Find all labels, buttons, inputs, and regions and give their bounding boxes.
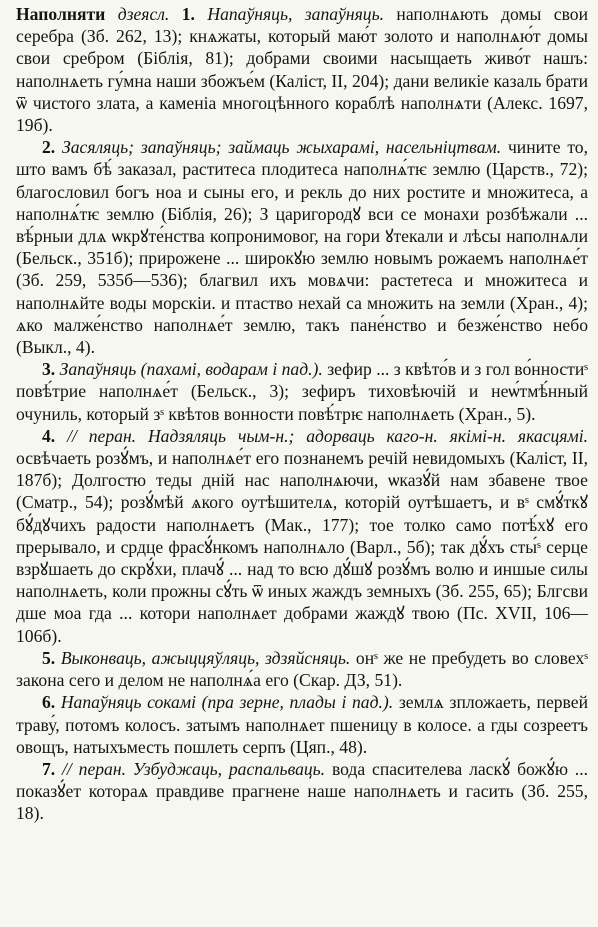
sense-definition: Напаўняць сокамі (пра зерне, плады і пад.).: [60, 692, 394, 713]
sense-citations: наполнѧють домы свои серебра (Зб. 262, 13); кнѧжаты, который маю́т золото и наполнѧю́т домы свои сребром (Біблія, 81); добрами своими насыщаеть живо́т нашъ: наполнѧеть гу́мна наши збожъе́м (Каліст, II, 204); дани великіе казаль брати ѿ чистого злата, а каменіа многоцѣнного кораблѣ наполнѧти (Алекс. 1697, 19б).: [16, 4, 588, 136]
sense-definition: Напаўняць, запаўняць.: [207, 4, 384, 24]
sense-definition: Запаўняць (пахамі, водарам і пад.).: [59, 359, 323, 380]
sense-definition: // перан. Узбуджаць, распальваць.: [62, 758, 326, 779]
entry-sense-6: [16, 691, 588, 758]
entry-sense-2: [16, 136, 588, 358]
sense-definition: Выконваць, ажыццяўляць, здзяйсняць.: [60, 647, 351, 668]
sense-citations: чините то, што вамъ бѣ́ заказал, раститеса плодитеса наполнѧ́тѥ землю (Царств., 72); благословил богъ ноа и сыны его, и рекль до них ростите и множитеса, а наполнѧ́тѥ землю (Біблія, 26); З царигородꙋ вси се монахи розбѣжали ... вѣ́рныи длѧ ѡкрꙋте́нства копронимовог, на гори ꙋтекали и лѣсы наполнѧли (Бельск., 351б); прирожене ... широкꙋю землю новымъ рожаемъ наполнѧе́т (Зб. 259, 535б—536); благвил ихъ мовѧчи: растетеса и множитеса и наполнѧйте воды морскіи. и птаство нехай са множить на земли (Хран., 4); ѧко малже́нство наполнѧе́т землю, такъ пане́нство и безже́нство небо (Выкл., 4).: [16, 137, 588, 358]
sense-citations: онˢ же не пребудеть во словехˢ закона сего и делом не наполнѧ́а его (Скар. ДЗ, 51).: [16, 647, 588, 691]
entry-sense-7: [16, 758, 588, 825]
sense-citations: освѣчаеть розꙋ́мъ, и наполнѧе́т его познанемъ речій невидомыхъ (Каліст, II, 187б); Долгостю теды дній нас наполнѧючи, ѡказꙋ́й нам збавене твое (Сматр., 54); розꙋ́мѣй ѧкого оутѣшителѧ, которій оутѣшаетъ, и вˢ смꙋ́ткꙋ бꙋ́дꙋчихъ радости наполнѧетъ (Мак., 177); тое толко само потѣ́хꙋ его прерывало, и срдце фрасꙋ́нкомъ наполнѧло (Варл., 5б); так дꙋ́хъ сты́ˢ серце взрꙋшаеть до скрꙋ́хи, плачꙋ́ ... над то всю дꙋ́шꙋ розꙋ́мъ волю и иншые силы наполнѧеть, коли прожны сꙋ́ть ѿ иных жаждъ земныхъ (Зб. 255, 65); Блгсви дше моа гда ... котори наполнѧет добрами жаждꙋ твою (Пс. XVII, 106—106б).: [16, 448, 588, 646]
sense-number: 3.: [42, 359, 56, 380]
sense-number: 5.: [42, 647, 56, 668]
sense-definition: // перан. Надзяляць чым-н.; адорваць каго-н. якімі-н. якасцямі.: [67, 425, 588, 446]
sense-number: 6.: [42, 692, 56, 713]
entry-sense-5: [16, 647, 588, 691]
sense-number: 1.: [181, 4, 195, 24]
sense-number: 7.: [42, 758, 56, 779]
entry-sense-4: [16, 425, 588, 647]
part-of-speech: дзеясл.: [117, 4, 170, 24]
sense-citations: землѧ зпложаеть, первей траву́, потомъ колосъ. затымъ наполнѧет пшеницу в колосе. а гды созреетъ овощъ, натыхъместь пошлеть серпъ (Цяп., 48).: [16, 692, 588, 757]
sense-citations: зефир ... з квѣто́в и з гол во́нностиˢ повѣ́трие наполнѧе́т (Бельск., 3); зефиръ тиховѣючій и неѡ́тмѣ́нный очуниль, который зˢ квѣтов вонности повѣ́трѥ наполнѧеть (Хран., 5).: [16, 359, 588, 424]
sense-definition: Засяляць; запаўняць; займаць жыхарамі, насельніцтвам.: [62, 137, 502, 158]
sense-number: 2.: [42, 137, 56, 158]
sense-number: 4.: [42, 425, 56, 446]
sense-citations: вода спасителева ласкꙋ́ божꙋ́ю ... показꙋ́ет котораѧ правдиве прагнене наше наполнѧеть и гасить (Зб. 255, 18).: [16, 758, 588, 824]
entry-sense-1: [16, 3, 588, 136]
entry-sense-3: [16, 358, 588, 425]
headword: Наполняти: [16, 4, 106, 24]
